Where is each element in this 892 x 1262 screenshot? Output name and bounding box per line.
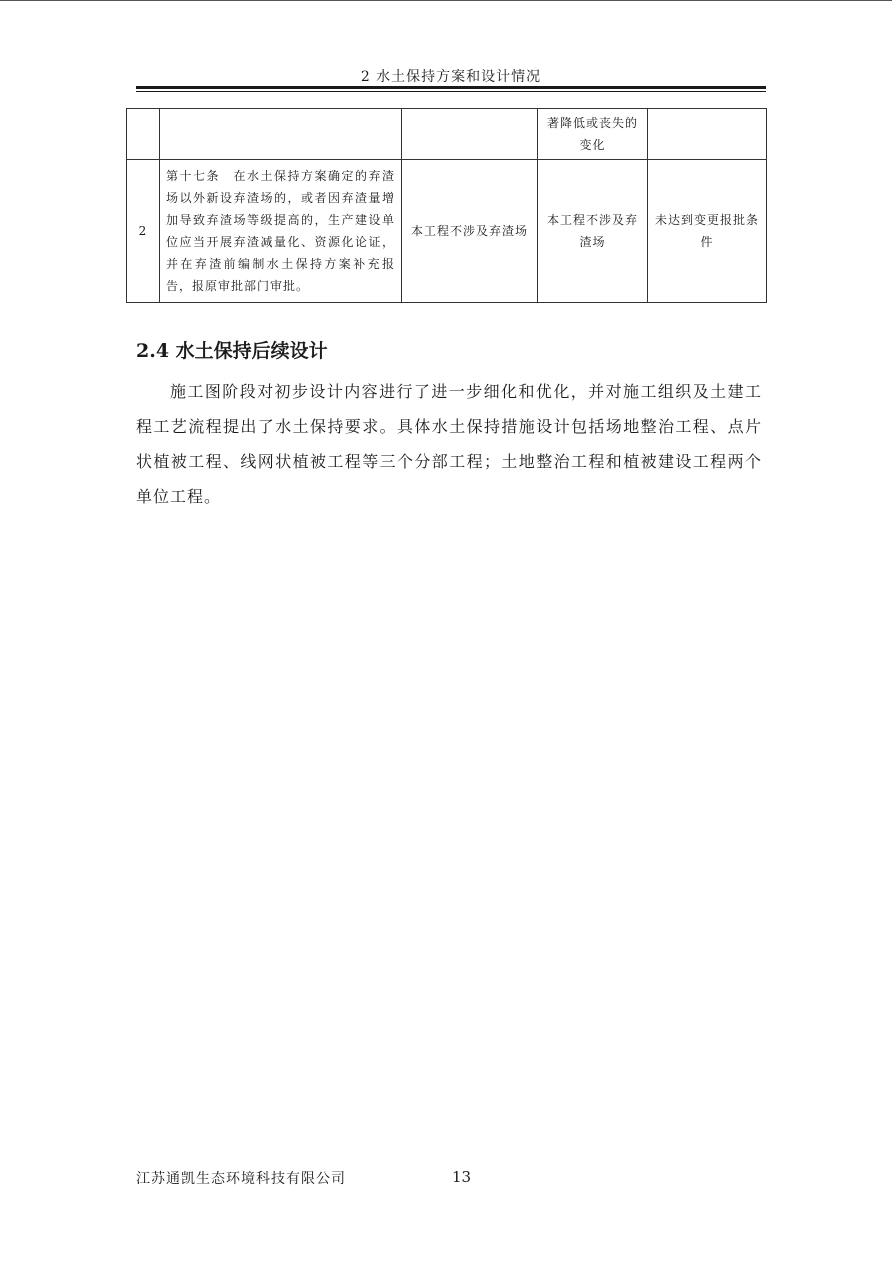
change-cell: 本工程不涉及弃渣场 — [538, 160, 648, 303]
clause-cell — [160, 109, 402, 160]
change-cell: 著降低或丧失的变化 — [538, 109, 648, 160]
table-row — [127, 160, 767, 303]
footer-company: 江苏通凯生态环境科技有限公司 — [136, 1171, 346, 1187]
row-number-cell: 2 — [127, 160, 160, 303]
page-top-border — [0, 0, 892, 1]
clause-cell: 第十七条 在水土保持方案确定的弃渣场以外新设弃渣场的，或者因弃渣量增加导致弃渣场等级提高的，生产建设单位应当开展弃渣减量化、资源化论证，并在弃渣前编制水土保持方案补充报告，报原审批部门审批。 — [160, 160, 402, 303]
footer-page-number: 13 — [452, 1168, 472, 1186]
result-cell — [648, 109, 767, 160]
running-header: 2 水土保持方案和设计情况 — [360, 69, 542, 85]
header-rule-thin — [136, 91, 766, 92]
condition-cell: 本工程不涉及弃渣场 — [402, 160, 538, 303]
condition-cell — [402, 109, 538, 160]
table-row — [127, 109, 767, 160]
result-cell: 未达到变更报批条件 — [648, 160, 767, 303]
body-paragraph: 施工图阶段对初步设计内容进行了进一步细化和优化，并对施工组织及土建工程工艺流程提出了水土保持要求。具体水土保持措施设计包括场地整治工程、点片状植被工程、线网状植被工程等三个分部工程；土地整治工程和植被建设工程两个单位工程。 — [136, 382, 762, 506]
header-rule-thick — [136, 86, 766, 89]
comparison-table — [126, 108, 767, 303]
row-number-cell — [127, 109, 160, 160]
section-heading: 2.4 水土保持后续设计 — [136, 340, 328, 362]
